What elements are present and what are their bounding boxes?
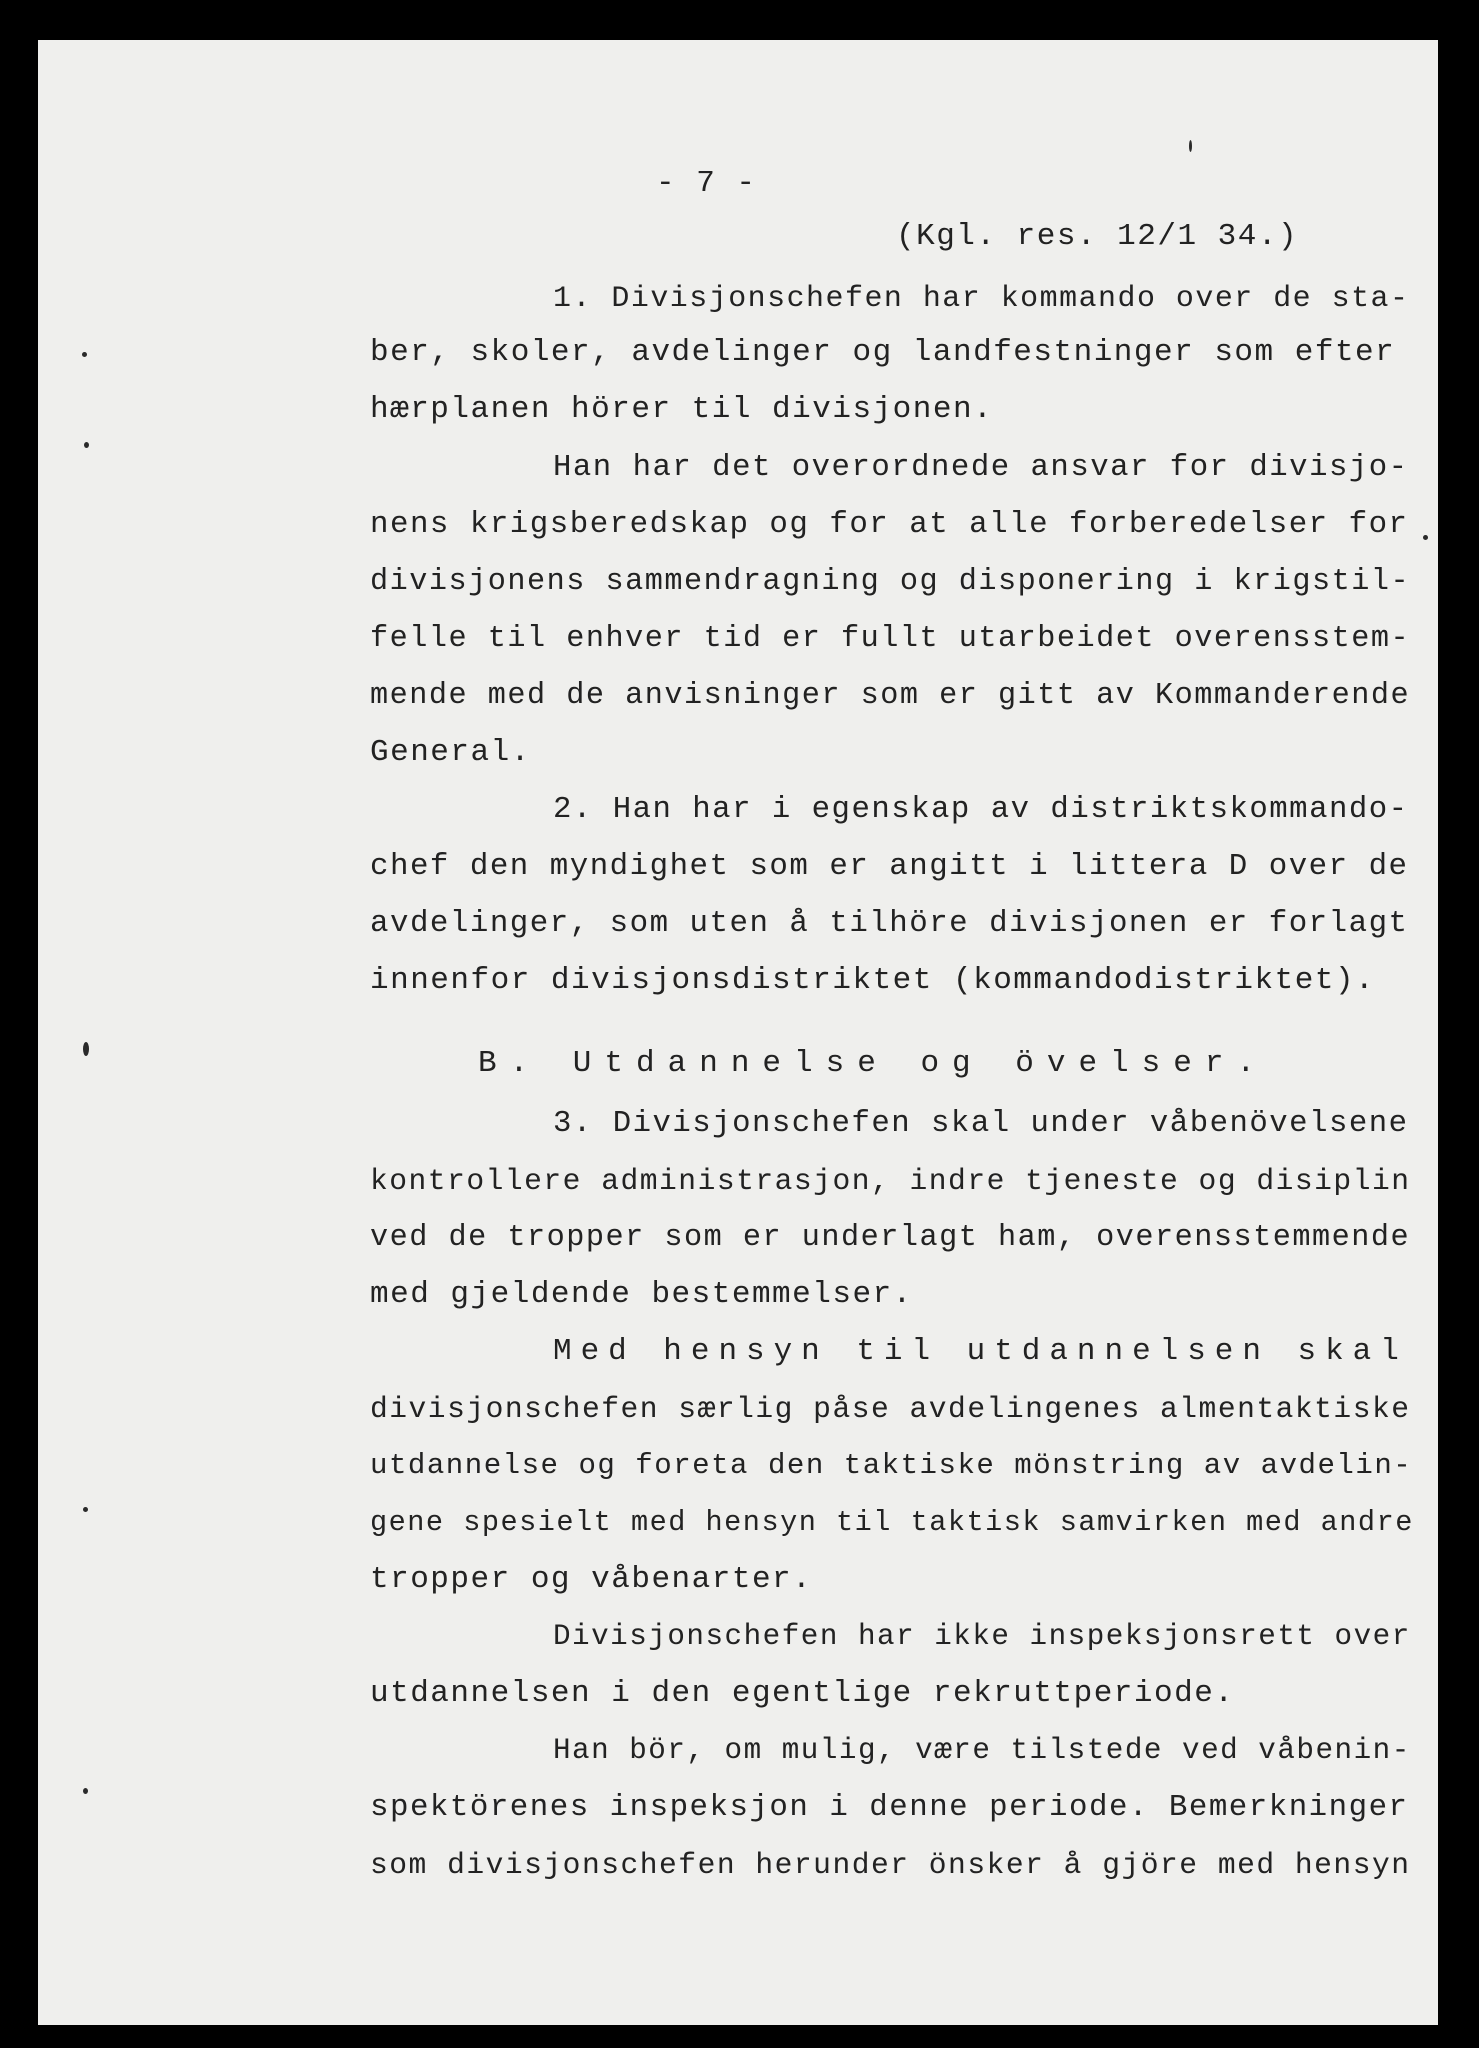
- text-line: gene spesielt med hensyn til taktisk samvirken med andre: [370, 1506, 1414, 1539]
- text-line: utdannelsen i den egentlige rekruttperiode.: [370, 1676, 1235, 1711]
- text-line: divisjonschefen særlig påse avdelingenes almentaktiske: [370, 1392, 1411, 1426]
- margin-mark: [83, 1788, 88, 1794]
- text-line: avdelinger, som uten å tilhöre divisjonen er forlagt: [370, 906, 1409, 941]
- margin-mark: [83, 1042, 89, 1056]
- text-line: 2. Han har i egenskap av distriktskommando-: [553, 792, 1409, 827]
- text-line: divisjonens sammendragning og disponering i krigstil-: [370, 565, 1411, 599]
- punch-mark: [1189, 140, 1192, 152]
- text-line: som divisjonschefen herunder önsker å gjöre med hensyn: [370, 1848, 1411, 1882]
- section-heading: B. Utdannelse og övelser.: [478, 1046, 1269, 1081]
- text-line: 1. Divisjonschefen har kommando over de sta-: [553, 281, 1410, 315]
- page-number: - 7 -: [656, 166, 757, 201]
- text-line: Med hensyn til utdannelsen skal: [553, 1334, 1408, 1369]
- text-line: kontrollere administrasjon, indre tjeneste og disiplin: [370, 1164, 1411, 1198]
- text-line: Divisjonschefen har ikke inspeksjonsrett over: [553, 1620, 1411, 1653]
- text-line: Han har det overordnede ansvar for divisjo-: [553, 450, 1409, 485]
- margin-mark: [1423, 535, 1428, 540]
- text-line: hærplanen hörer til divisjonen.: [370, 392, 994, 427]
- document-page: [38, 40, 1438, 2025]
- text-line: med gjeldende bestemmelser.: [370, 1277, 913, 1312]
- margin-mark: [82, 352, 87, 357]
- text-line: Han bör, om mulig, være tilstede ved våbenin-: [553, 1734, 1411, 1767]
- text-line: spektörenes inspeksjon i denne periode. Bemerkninger: [370, 1790, 1409, 1825]
- resolution-reference: (Kgl. res. 12/1 34.): [896, 219, 1299, 254]
- text-line: mende med de anvisninger som er gitt av Kommanderende: [370, 679, 1411, 713]
- text-line: ved de tropper som er underlagt ham, overensstemmende: [370, 1221, 1411, 1255]
- text-line: ber, skoler, avdelinger og landfestninger som efter: [370, 335, 1396, 370]
- text-line: General.: [370, 735, 531, 770]
- text-line: utdannelse og foreta den taktiske mönstring av avdelin-: [370, 1449, 1413, 1482]
- margin-mark: [83, 1507, 88, 1512]
- margin-mark: [84, 442, 89, 448]
- text-line: tropper og våbenarter.: [370, 1562, 813, 1597]
- text-line: felle til enhver tid er fullt utarbeidet overensstem-: [370, 622, 1411, 656]
- text-line: nens krigsberedskap og for at alle forberedelser for: [370, 507, 1409, 542]
- text-line: 3. Divisjonschefen skal under våbenövelsene: [553, 1106, 1409, 1141]
- text-line: innenfor divisjonsdistriktet (kommandodistriktet).: [370, 963, 1376, 998]
- text-line: chef den myndighet som er angitt i littera D over de: [370, 849, 1409, 884]
